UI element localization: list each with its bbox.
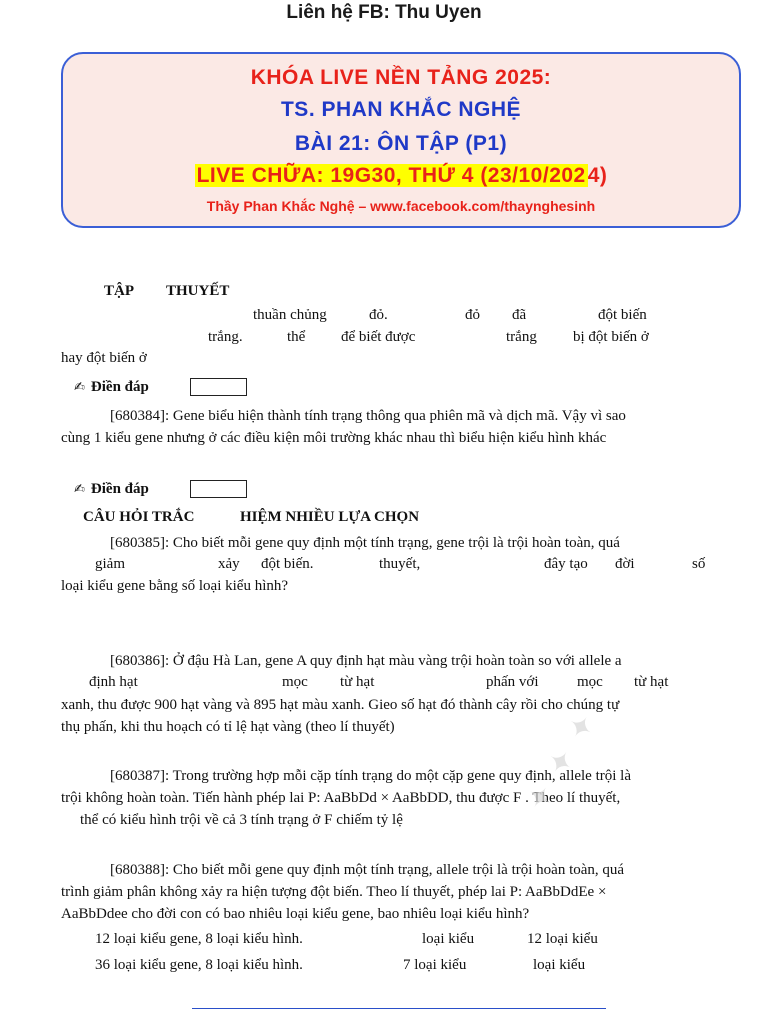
watermark: ✦ ✦ ✦ bbox=[520, 704, 605, 817]
option-d-fragment: loại kiểu bbox=[533, 957, 586, 973]
question-680388-line: [680388]: Cho biết mỗi gene quy định một tính trạng, allele trội là trội hoàn toàn, quá bbox=[110, 862, 625, 878]
question-680388-line: trình giảm phân không xảy ra hiện tượng đột biến. Theo lí thuyết, phép lai P: AaBbDdEe × bbox=[61, 884, 607, 900]
theory-fragment: đỏ bbox=[465, 307, 480, 323]
option-b-fragment: 12 loại kiểu bbox=[527, 931, 598, 947]
course-header-box bbox=[61, 52, 741, 228]
theory-fragment: đột biến bbox=[598, 307, 647, 323]
question-680387-line: [680387]: Trong trường hợp mỗi cặp tính trạng do một cặp gene quy định, allele trội là bbox=[110, 768, 631, 784]
question-fragment: từ hạt bbox=[340, 674, 375, 690]
question-680384-line: [680384]: Gene biểu hiện thành tính trạng thông qua phiên mã và dịch mã. Vậy vì sao bbox=[110, 408, 626, 424]
question-fragment: mọc bbox=[282, 674, 308, 690]
live-schedule-tail: 4) bbox=[587, 164, 608, 187]
question-680385-line: [680385]: Cho biết mỗi gene quy định một tính trạng, gene trội là trội hoàn toàn, quá bbox=[110, 535, 620, 551]
theory-fragment: trắng. bbox=[208, 329, 243, 345]
theory-fragment: để biết được bbox=[341, 329, 416, 345]
answer-box[interactable] bbox=[190, 378, 247, 396]
pencil-icon: ✍ bbox=[74, 482, 85, 497]
footer-divider bbox=[192, 1008, 606, 1009]
facebook-link[interactable]: Thầy Phan Khắc Nghệ – www.facebook.com/thaynghesinh bbox=[206, 198, 596, 214]
question-680388-line: AaBbDdee cho đời con có bao nhiêu loại kiểu gene, bao nhiêu loại kiểu hình? bbox=[61, 906, 530, 922]
pencil-icon: ✍ bbox=[74, 380, 85, 395]
question-fragment: mọc bbox=[577, 674, 603, 690]
teacher-name: TS. PHAN KHẮC NGHỆ bbox=[280, 98, 521, 121]
question-fragment: số bbox=[692, 556, 706, 572]
question-fragment: từ hạt bbox=[634, 674, 669, 690]
theory-fragment: thuần chủng bbox=[253, 307, 327, 323]
question-fragment: định hạt bbox=[89, 674, 138, 690]
theory-fragment: thể bbox=[287, 329, 306, 345]
fill-answer-label: ✍ Điền đáp bbox=[74, 481, 149, 497]
section-theory-title-a: TẬP bbox=[104, 283, 134, 299]
question-fragment: đột biến. bbox=[261, 556, 314, 572]
question-680386-line: thụ phấn, khi thu hoạch có tỉ lệ hạt vàng (theo lí thuyết) bbox=[61, 719, 395, 735]
live-schedule-highlight: LIVE CHỮA: 19G30, THỨ 4 (23/10/202 bbox=[196, 164, 586, 187]
theory-fragment: đã bbox=[512, 307, 527, 323]
question-680386-line: xanh, thu được 900 hạt vàng và 895 hạt màu xanh. Gieo số hạt đó thành cây rồi cho chúng tự bbox=[61, 697, 620, 713]
theory-fragment: bị đột biến ở bbox=[573, 329, 649, 345]
section-theory-title-b: THUYẾT bbox=[166, 283, 230, 299]
option-a: 12 loại kiểu gene, 8 loại kiểu hình. bbox=[95, 931, 303, 947]
answer-box[interactable] bbox=[190, 480, 247, 498]
question-680386-line: [680386]: Ở đậu Hà Lan, gene A quy định hạt màu vàng trội hoàn toàn so với allele a bbox=[110, 653, 622, 669]
option-d: 7 loại kiểu bbox=[403, 957, 467, 973]
question-fragment: đây tạo bbox=[544, 556, 588, 572]
theory-fragment: trắng bbox=[506, 329, 537, 345]
question-fragment: đời bbox=[615, 556, 635, 572]
contact-line: Liên hệ FB: Thu Uyen bbox=[286, 2, 482, 23]
option-b: loại kiểu bbox=[422, 931, 475, 947]
theory-fragment: hay đột biến ở bbox=[61, 350, 147, 366]
question-680385-line: loại kiểu gene bằng số loại kiểu hình? bbox=[61, 578, 289, 594]
course-title: KHÓA LIVE NỀN TẢNG 2025: bbox=[250, 66, 552, 89]
question-fragment: thuyết, bbox=[379, 556, 421, 572]
question-fragment: phấn với bbox=[486, 674, 539, 690]
question-680387-line: thể có kiểu hình trội về cả 3 tính trạng ở F chiếm tỷ lệ bbox=[80, 812, 403, 828]
question-680387-line: trội không hoàn toàn. Tiến hành phép lai P: AaBbDd × AaBbDD, thu được F . Theo lí thuyết, bbox=[61, 790, 621, 806]
question-fragment: giảm bbox=[95, 556, 125, 572]
live-schedule bbox=[63, 164, 739, 188]
lesson-title: BÀI 21: ÔN TẬP (P1) bbox=[294, 132, 508, 155]
question-fragment: xảy bbox=[218, 556, 240, 572]
fill-answer-label: ✍ Điền đáp bbox=[74, 379, 149, 395]
section-mc-title-a: CÂU HỎI TRẮC bbox=[83, 509, 195, 525]
option-c: 36 loại kiểu gene, 8 loại kiểu hình. bbox=[95, 957, 303, 973]
theory-fragment: đỏ. bbox=[369, 307, 388, 323]
question-680384-line: cùng 1 kiểu gene nhưng ở các điều kiện môi trường khác nhau thì biểu hiện kiểu hình khác bbox=[61, 430, 607, 446]
section-mc-title-b: HIỆM NHIỀU LỰA CHỌN bbox=[240, 509, 420, 525]
